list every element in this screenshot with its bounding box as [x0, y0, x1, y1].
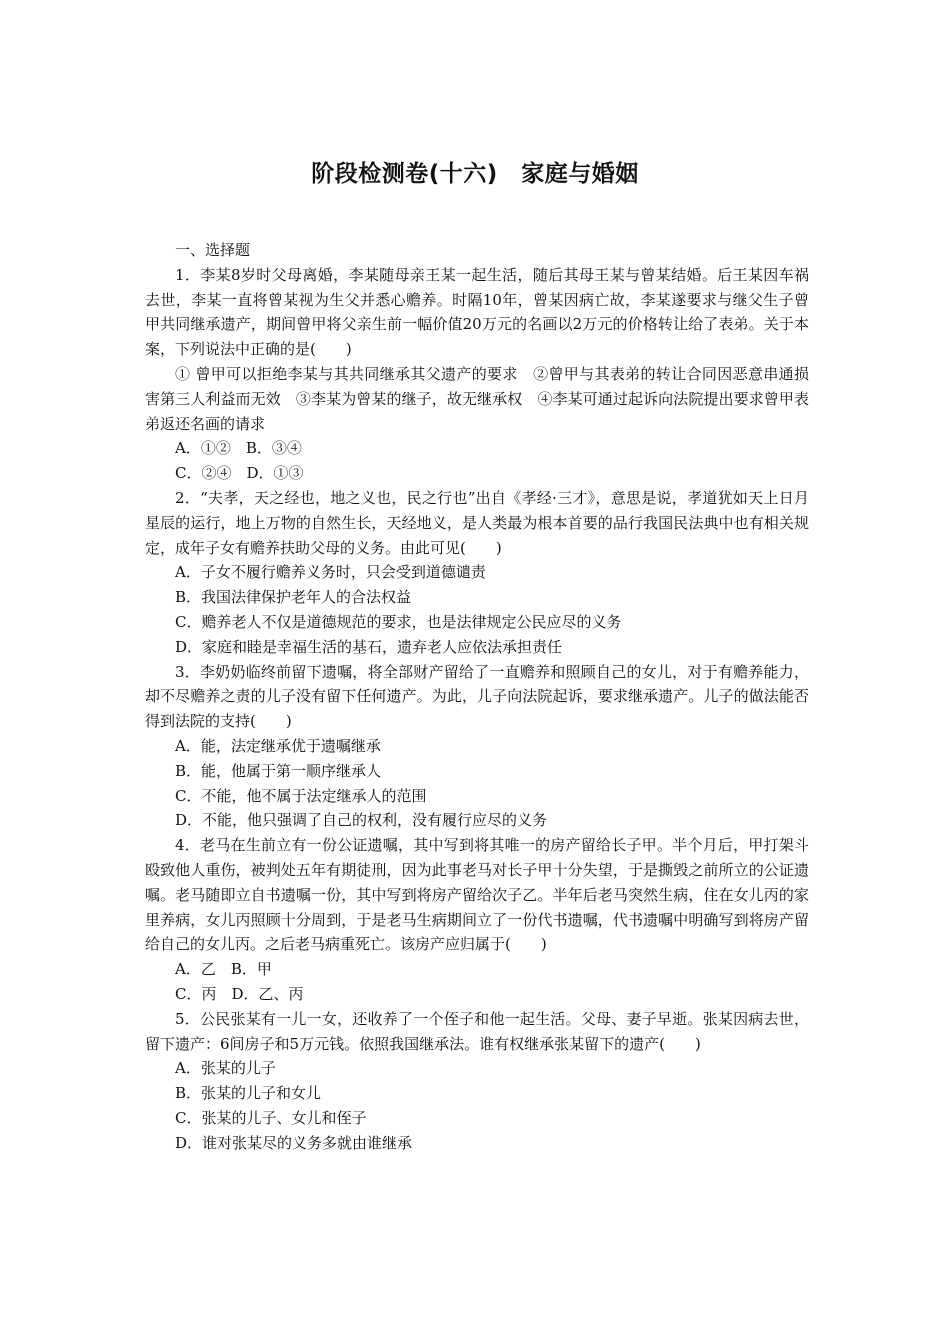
question-statements: ① 曾甲可以拒绝李某与其共同继承其父遗产的要求 ②曾甲与其表弟的转让合同因恶意串通损害第三人利益而无效 ③李某为曾某的继子，故无继承权 ④李某可通过起诉向法院提出要求曾甲表弟返还名画的请求: [145, 364, 809, 433]
answer-option: C．丙 D．乙、丙: [175, 984, 304, 1003]
document-body: [145, 238, 809, 1155]
answer-option: D．不能，他只强调了自己的权利，没有履行应尽的义务: [175, 811, 548, 830]
question-stem: 1．李某8岁时父母离婚，李某随母亲王某一起生活，随后其母王某与曾某结婚。后王某因车祸去世，李某一直将曾某视为生父并悉心赡养。时隔10年，曾某因病亡故，李某遂要求与继父生子曾甲共同继承遗产，期间曾甲将父亲生前一幅价值20万元的名画以2万元的价格转让给了表弟。关于本案，下列说法中正确的是( ): [145, 265, 809, 359]
answer-option: C．②④ D．①③: [175, 464, 304, 483]
page-title: 阶段检测卷(十六) 家庭与婚姻: [311, 161, 639, 187]
question-2: [145, 486, 809, 660]
answer-option: D．家庭和睦是幸福生活的基石，遗弃老人应依法承担责任: [175, 637, 563, 656]
answer-option: D．谁对张某尽的义务多就由谁继承: [175, 1133, 413, 1152]
answer-option: A．张某的儿子: [175, 1059, 276, 1078]
answer-option: C．张某的儿子、女儿和侄子: [175, 1108, 367, 1127]
answer-option: B．我国法律保护老年人的合法权益: [175, 588, 412, 607]
question-1: [145, 263, 809, 486]
question-stem: 3．李奶奶临终前留下遗嘱，将全部财产留给了一直赡养和照顾自己的女儿，对于有赡养能力，却不尽赡养之责的儿子没有留下任何遗产。为此，儿子向法院起诉，要求继承遗产。儿子的做法能否得到法院的支持( ): [145, 662, 809, 731]
question-3: [145, 660, 809, 834]
answer-option: C．赡养老人不仅是道德规范的要求，也是法律规定公民应尽的义务: [175, 612, 622, 631]
question-4: [145, 833, 809, 1007]
answer-option: B．张某的儿子和女儿: [175, 1084, 322, 1103]
question-stem: 2．“夫孝，天之经也，地之义也，民之行也”出自《孝经·三才》，意思是说，孝道犹如天上日月星辰的运行，地上万物的自然生长，天经地义，是人类最为根本首要的品行我国民法典中也有相关规定，成年子女有赡养扶助父母的义务。由此可见( ): [145, 488, 809, 557]
question-stem: 5．公民张某有一儿一女，还收养了一个侄子和他一起生活。父母、妻子早逝。张某因病去世，留下遗产：6间房子和5万元钱。依照我国继承法。谁有权继承张某留下的遗产( ): [145, 1009, 809, 1053]
question-stem: 4．老马在生前立有一份公证遗嘱，其中写到将其唯一的房产留给长子甲。半个月后，甲打架斗殴致他人重伤，被判处五年有期徒刑，因为此事老马对长子甲十分失望，于是撕毁之前所立的公证遗嘱。老马随即立自书遗嘱一份，其中写到将房产留给次子乙。半年后老马突然生病，住在女儿丙的家里养病，女儿丙照顾十分周到，于是老马生病期间立了一份代书遗嘱，代书遗嘱中明确写到将房产留给自己的女儿丙。之后老马病重死亡。该房产应归属于( ): [145, 836, 809, 954]
answer-option: C．不能，他不属于法定继承人的范围: [175, 786, 427, 805]
answer-option: B．能，他属于第一顺序继承人: [175, 761, 382, 780]
section-heading: 一、选择题: [175, 241, 251, 259]
question-5: [145, 1007, 809, 1156]
answer-option: A．子女不履行赡养义务时，只会受到道德谴责: [175, 563, 486, 582]
answer-option: A．乙 B．甲: [175, 960, 272, 979]
answer-option: A．能，法定继承优于遗嘱继承: [175, 736, 381, 755]
answer-option: A．①② B．③④: [175, 439, 302, 458]
